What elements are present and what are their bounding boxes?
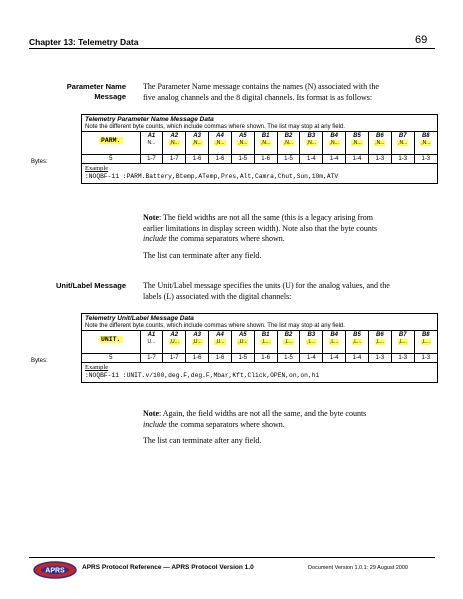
byte-count: 1-7 bbox=[140, 155, 163, 164]
field-cell: A3 ,N... bbox=[186, 132, 209, 154]
field-cell: B4 ,N... bbox=[323, 132, 346, 154]
byte-count: 1-4 bbox=[346, 155, 369, 164]
unit-table-note: Note the different byte counts, which include commas where shown. The list may stop at any field. bbox=[82, 323, 437, 331]
param-note-line2: earlier limitations in display screen width). Note also that the byte counts bbox=[143, 223, 378, 233]
unit-table-title: Telemetry Unit/Label Message Data bbox=[85, 315, 194, 322]
param-example bbox=[82, 163, 437, 183]
byte-count: 1-3 bbox=[368, 155, 391, 164]
unit-example bbox=[82, 362, 437, 382]
field-cell: A1 U... bbox=[140, 331, 163, 353]
field-cell: B7 ,N... bbox=[391, 132, 414, 154]
aprs-logo-icon bbox=[33, 561, 77, 584]
param-terminate-note: The list can terminate after any field. bbox=[143, 251, 262, 260]
field-cell: A4 ,U... bbox=[209, 331, 232, 353]
param-note-bold: Note bbox=[143, 213, 159, 222]
unit-example-label: Example bbox=[85, 364, 109, 371]
unit-intro bbox=[143, 281, 443, 302]
chapter-title: Chapter 13: Telemetry Data bbox=[29, 37, 139, 47]
unit-bytes-row bbox=[82, 353, 437, 362]
unit-type-code: UNIT. bbox=[100, 336, 121, 343]
byte-count: 1-7 bbox=[163, 155, 186, 164]
param-message-table bbox=[81, 114, 438, 184]
field-cell: B1 ,L... bbox=[254, 331, 277, 353]
unit-note-bold: Note bbox=[143, 409, 159, 418]
unit-section-label: Unit/Label Message bbox=[55, 281, 126, 290]
param-intro-line1: The Parameter Name message contains the names (N) associated with the bbox=[143, 82, 379, 91]
param-note-line3: the comma separators where shown. bbox=[166, 234, 285, 243]
byte-count: 1-5 bbox=[231, 155, 254, 164]
byte-count: 1-6 bbox=[186, 354, 209, 363]
field-cell: B3 ,N... bbox=[300, 132, 323, 154]
param-type-code: PARM. bbox=[100, 137, 121, 144]
param-bytes-row bbox=[82, 154, 437, 163]
field-cell: A5 ,U... bbox=[231, 331, 254, 353]
field-cell: B2 ,N... bbox=[277, 132, 300, 154]
unit-type-cell bbox=[82, 331, 140, 353]
footer-rule bbox=[29, 557, 435, 558]
unit-field-row bbox=[82, 331, 437, 353]
param-bytes-label: Bytes: bbox=[31, 159, 48, 165]
unit-message-table bbox=[81, 313, 438, 383]
unit-example-code: :NOQBF-11 :UNIT.v/100,deg.F,deg.F,Mbar,Kft,Click,OPEN,on,on,hi bbox=[85, 372, 320, 379]
param-intro bbox=[143, 82, 443, 103]
byte-count: 1-3 bbox=[414, 354, 437, 363]
header-rule bbox=[29, 48, 435, 49]
field-cell: B4 ,L... bbox=[323, 331, 346, 353]
byte-count: 1-3 bbox=[414, 155, 437, 164]
field-cell: B6 ,N... bbox=[368, 132, 391, 154]
byte-count: 1-4 bbox=[323, 155, 346, 164]
unit-note bbox=[143, 409, 443, 430]
param-section-label bbox=[40, 82, 126, 102]
unit-note-line2: the comma separators where shown. bbox=[166, 419, 285, 429]
field-cell: A1 N... bbox=[140, 132, 163, 154]
unit-note-line1: : Again, the field widths are not all the same, and the byte counts bbox=[159, 409, 367, 418]
byte-count: 1-4 bbox=[323, 354, 346, 363]
byte-count: 1-3 bbox=[391, 155, 414, 164]
byte-count: 1-6 bbox=[209, 354, 232, 363]
field-cell: A4 ,N... bbox=[209, 132, 232, 154]
field-cell: B8 ,N... bbox=[421, 133, 431, 146]
byte-count: 1-3 bbox=[368, 354, 391, 363]
param-note-line1: : The field widths are not all the same (this is a legacy arising from bbox=[159, 213, 374, 222]
byte-count: 1-6 bbox=[254, 155, 277, 164]
byte-count: 1-3 bbox=[391, 354, 414, 363]
param-field-row bbox=[82, 132, 437, 154]
byte-count: 1-5 bbox=[277, 354, 300, 363]
param-table-note: Note the different byte counts, which include commas where shown. The list may stop at any field. bbox=[82, 124, 437, 132]
byte-count: 1-6 bbox=[209, 155, 232, 164]
param-table-title: Telemetry Parameter Name Message Data bbox=[85, 116, 214, 123]
param-example-code: :NOQBF-11 :PARM.Battery,Btemp,ATemp,Pres,Alt,Camra,Chut,Sun,10m,ATV bbox=[85, 173, 339, 180]
param-intro-line2: five analog channels and the 8 digital channels. Its format is as follows: bbox=[143, 92, 373, 102]
field-cell: A2 ,U... bbox=[163, 331, 186, 353]
param-note bbox=[143, 213, 443, 245]
field-cell: B2 ,L... bbox=[277, 331, 300, 353]
field-cell: B1 ,N... bbox=[254, 132, 277, 154]
byte-count: 1-7 bbox=[163, 354, 186, 363]
field-cell: B6 ,L... bbox=[368, 331, 391, 353]
field-cell: A2 ,N... bbox=[163, 132, 186, 154]
field-cell: B5 ,L... bbox=[346, 331, 369, 353]
field-cell: B5 ,N... bbox=[346, 132, 369, 154]
param-label-line1: Parameter Name bbox=[66, 82, 126, 91]
byte-count: 1-4 bbox=[300, 155, 323, 164]
unit-note-include: include bbox=[143, 419, 167, 429]
field-cell: A5 ,N... bbox=[231, 132, 254, 154]
byte-count: 5 bbox=[82, 155, 140, 164]
field-cell: B8 ,L... bbox=[421, 332, 430, 345]
param-note-include: include bbox=[143, 234, 167, 243]
unit-terminate-note: The list can terminate after any field. bbox=[143, 436, 262, 445]
unit-intro-line1: The Unit/Label message specifies the units (U) for the analog values, and the bbox=[143, 281, 390, 290]
param-label-line2: Message bbox=[94, 92, 126, 101]
byte-count: 1-5 bbox=[277, 155, 300, 164]
footer-title: APRS Protocol Reference — APRS Protocol Version 1.0 bbox=[82, 564, 254, 571]
field-cell: B3 ,L... bbox=[300, 331, 323, 353]
field-cell: B7 ,L... bbox=[391, 331, 414, 353]
unit-intro-line2: labels (L) associated with the digital channels: bbox=[143, 291, 292, 301]
logo-text: APRS bbox=[45, 567, 65, 575]
field-cell: A3 ,U... bbox=[186, 331, 209, 353]
byte-count: 5 bbox=[82, 354, 140, 363]
byte-count: 1-6 bbox=[186, 155, 209, 164]
page-number: 69 bbox=[415, 34, 428, 46]
footer-version: Document Version 1.0.1: 29 August 2000 bbox=[308, 565, 408, 571]
param-type-cell bbox=[82, 132, 140, 154]
byte-count: 1-4 bbox=[300, 354, 323, 363]
byte-count: 1-5 bbox=[231, 354, 254, 363]
byte-count: 1-7 bbox=[140, 354, 163, 363]
byte-count: 1-4 bbox=[346, 354, 369, 363]
byte-count: 1-6 bbox=[254, 354, 277, 363]
unit-bytes-label: Bytes: bbox=[31, 358, 48, 364]
param-example-label: Example bbox=[85, 165, 109, 172]
